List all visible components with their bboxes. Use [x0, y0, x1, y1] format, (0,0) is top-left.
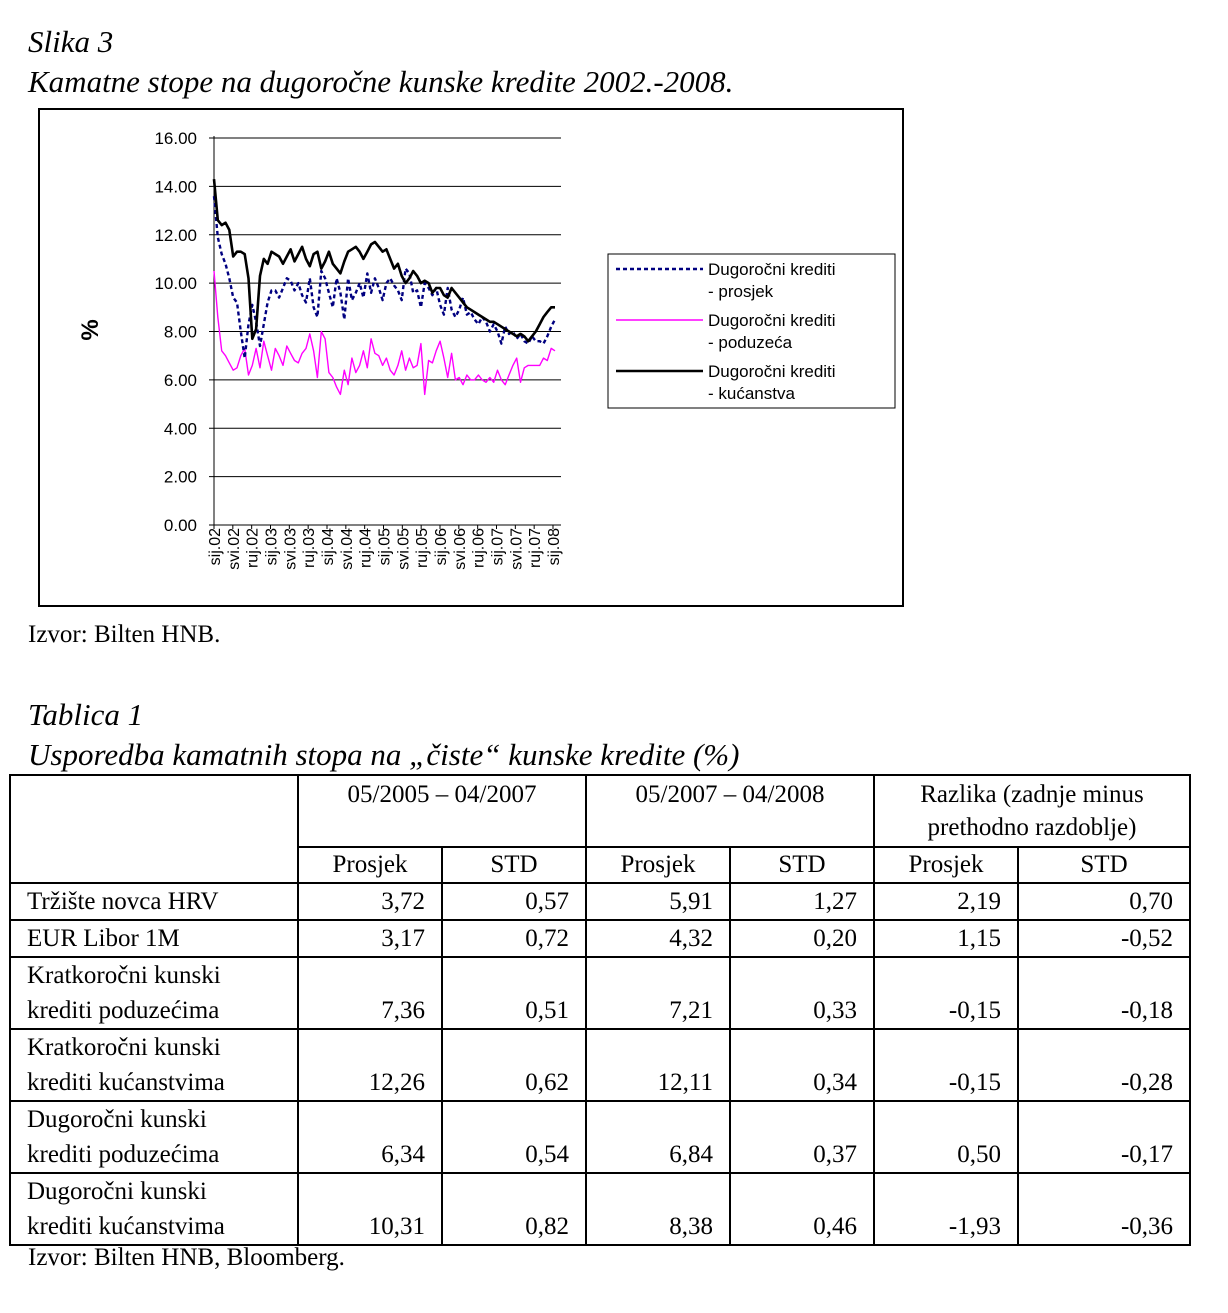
row-label-line: Kratkoročni kunski [27, 962, 221, 989]
value-cell: 0,20 [730, 920, 874, 957]
legend-label: Dugoročni krediti [708, 311, 836, 330]
value-cell: -1,93 [874, 1173, 1018, 1245]
row-label-line: krediti kućanstvima [27, 1213, 225, 1240]
row-label-line: Kratkoročni kunski [27, 1034, 221, 1061]
value-cell: 0,70 [1018, 883, 1190, 920]
value-cell: -0,18 [1018, 957, 1190, 1029]
value-cell: 8,38 [586, 1173, 730, 1245]
value-cell: 3,17 [298, 920, 442, 957]
x-tick-label: svi.07 [508, 528, 526, 570]
value-cell: -0,52 [1018, 920, 1190, 957]
row-label [10, 920, 298, 957]
x-tick-label: svi.05 [395, 528, 413, 570]
legend-label: - kućanstva [708, 384, 795, 403]
value-cell: 4,32 [586, 920, 730, 957]
chart-frame [38, 108, 904, 607]
figure-label: Slika 3 [28, 24, 114, 59]
x-tick-label: ruj.03 [301, 528, 319, 569]
row-label-line: krediti poduzećima [27, 997, 220, 1024]
value-cell: 0,34 [730, 1029, 874, 1101]
subheader-mean: Prosjek [586, 847, 730, 883]
subheader-std: STD [730, 847, 874, 883]
x-tick-label: ruj.07 [527, 528, 545, 569]
value-cell: 0,62 [442, 1029, 586, 1101]
table-row [10, 957, 1190, 1029]
value-cell: -0,28 [1018, 1029, 1190, 1101]
legend-label: - prosjek [708, 282, 774, 301]
value-cell: 0,33 [730, 957, 874, 1029]
value-cell: 0,54 [442, 1101, 586, 1173]
x-tick-label: sij.07 [489, 528, 507, 566]
subheader-mean: Prosjek [298, 847, 442, 883]
value-cell: -0,36 [1018, 1173, 1190, 1245]
legend-label: Dugoročni krediti [708, 260, 836, 279]
x-tick-label: sij.06 [433, 528, 450, 566]
y-tick-label: 12.00 [154, 225, 197, 245]
row-label [10, 1029, 298, 1101]
value-cell: 0,51 [442, 957, 586, 1029]
y-tick-label: 4.00 [163, 419, 197, 439]
period-header-difference: Razlika (zadnje minus prethodno razdoblje) [874, 775, 1190, 847]
value-cell: 1,27 [730, 883, 874, 920]
table-source: Izvor: Bilten HNB, Bloomberg. [28, 1244, 345, 1271]
line-chart [40, 110, 902, 605]
x-tick-label: svi.06 [451, 528, 469, 570]
value-cell: 6,84 [586, 1101, 730, 1173]
value-cell: 3,72 [298, 883, 442, 920]
x-tick-label: sij.03 [263, 528, 281, 566]
x-tick-label: ruj.04 [357, 528, 375, 569]
x-tick-label: sij.08 [546, 528, 563, 566]
legend-label: Dugoročni krediti [708, 362, 836, 381]
value-cell: 0,50 [874, 1101, 1018, 1173]
value-cell: 1,15 [874, 920, 1018, 957]
series-line-prosjek [214, 196, 555, 358]
value-cell: 2,19 [874, 883, 1018, 920]
value-cell: -0,15 [874, 1029, 1018, 1101]
subheader-std: STD [442, 847, 586, 883]
row-label-line: Dugoročni kunski [27, 1178, 207, 1205]
value-cell: 0,57 [442, 883, 586, 920]
value-cell: -0,17 [1018, 1101, 1190, 1173]
x-tick-label: svi.02 [225, 528, 243, 570]
row-label-line: krediti kućanstvima [27, 1069, 225, 1096]
figure-source: Izvor: Bilten HNB. [28, 621, 221, 648]
value-cell: 6,34 [298, 1101, 442, 1173]
row-label-line: Tržište novca HRV [27, 888, 219, 915]
value-cell: 0,37 [730, 1101, 874, 1173]
table-label: Tablica 1 [28, 697, 144, 732]
row-label-line: Dugoročni kunski [27, 1106, 207, 1133]
x-tick-label: sij.02 [207, 528, 224, 566]
series-line-kucanstva [214, 179, 555, 341]
x-tick-label: sij.04 [320, 528, 337, 566]
value-cell: 0,82 [442, 1173, 586, 1245]
x-tick-label: ruj.05 [414, 528, 432, 569]
y-tick-label: 16.00 [154, 129, 197, 148]
value-cell: -0,15 [874, 957, 1018, 1029]
value-cell: 7,21 [586, 957, 730, 1029]
y-tick-label: 14.00 [154, 177, 197, 197]
header-corner-cell [10, 775, 298, 883]
row-label-line: krediti poduzećima [27, 1141, 220, 1168]
table-row [10, 1029, 1190, 1101]
x-tick-label: ruj.02 [244, 528, 262, 569]
table-header-row [10, 775, 1190, 847]
x-tick-label: svi.04 [338, 528, 356, 570]
subheader-std: STD [1018, 847, 1190, 883]
figure-title: Kamatne stope na dugoročne kunske kredite 2002.-2008. [28, 64, 734, 99]
table-row [10, 883, 1190, 920]
y-tick-label: 0.00 [163, 516, 197, 535]
y-tick-label: 8.00 [163, 322, 197, 342]
x-tick-label: sij.05 [376, 528, 394, 566]
comparison-table [9, 774, 1191, 1246]
period-header-1: 05/2005 – 04/2007 [298, 775, 586, 847]
row-label [10, 1173, 298, 1245]
row-label [10, 957, 298, 1029]
value-cell: 0,46 [730, 1173, 874, 1245]
y-tick-label: 2.00 [163, 467, 197, 487]
period-header-2: 05/2007 – 04/2008 [586, 775, 874, 847]
table-row [10, 1173, 1190, 1245]
row-label [10, 883, 298, 920]
value-cell: 7,36 [298, 957, 442, 1029]
y-axis-label: % [77, 319, 104, 341]
legend-label: - poduzeća [708, 333, 793, 352]
subheader-mean: Prosjek [874, 847, 1018, 883]
value-cell: 10,31 [298, 1173, 442, 1245]
y-tick-label: 6.00 [163, 370, 197, 390]
table-row [10, 920, 1190, 957]
x-tick-label: svi.03 [282, 528, 300, 570]
row-label [10, 1101, 298, 1173]
y-tick-label: 10.00 [154, 274, 197, 294]
row-label-line: EUR Libor 1M [27, 925, 180, 952]
table-title: Usporedba kamatnih stopa na „čiste“ kunske kredite (%) [28, 737, 740, 772]
value-cell: 12,11 [586, 1029, 730, 1101]
value-cell: 5,91 [586, 883, 730, 920]
value-cell: 12,26 [298, 1029, 442, 1101]
value-cell: 0,72 [442, 920, 586, 957]
x-tick-label: ruj.06 [470, 528, 488, 569]
table-row [10, 1101, 1190, 1173]
